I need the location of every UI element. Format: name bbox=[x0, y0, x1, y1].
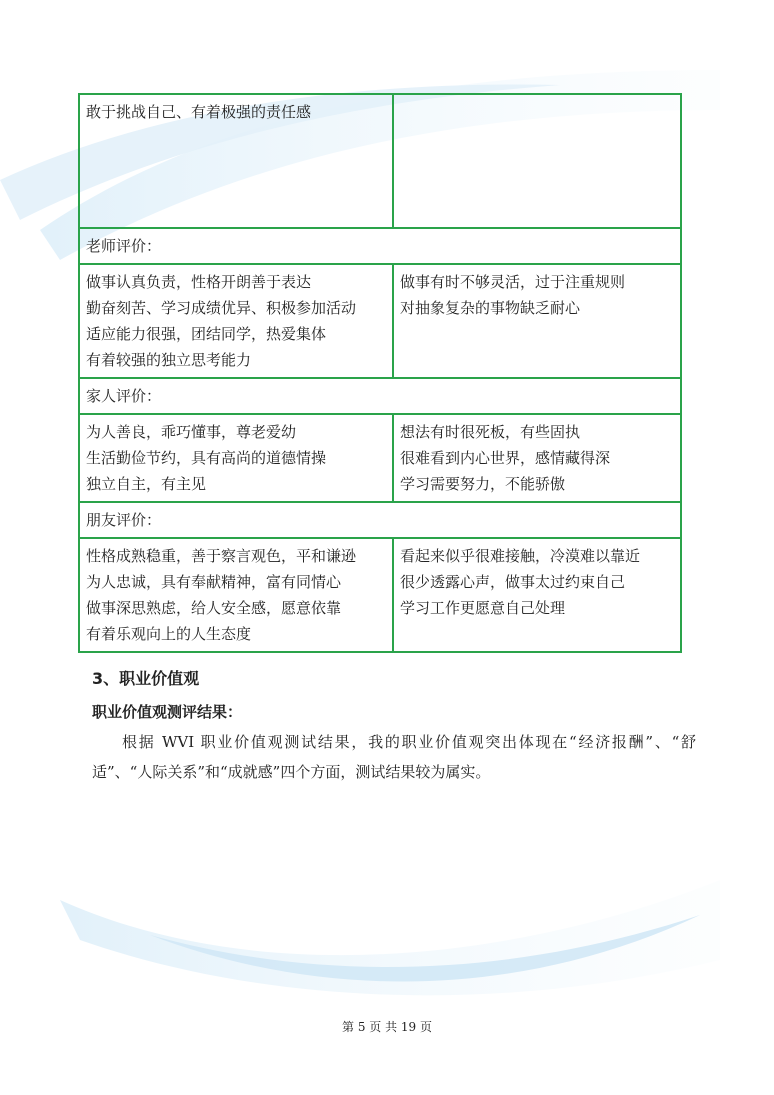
teacher-weaknesses-cell bbox=[393, 264, 681, 378]
list-item: 适应能力很强，团结同学，热爱集体 bbox=[86, 325, 327, 343]
teacher-strengths-cell bbox=[79, 264, 393, 378]
row1-right-cell bbox=[393, 94, 681, 228]
section-heading: 3、职业价值观 bbox=[92, 669, 200, 688]
family-header: 家人评价： bbox=[79, 378, 681, 414]
list-item: 为人善良，乖巧懂事，尊老爱幼 bbox=[86, 423, 297, 441]
table-row bbox=[79, 502, 681, 538]
row1-left-text: 敢于挑战自己、有着极强的责任感 bbox=[86, 103, 312, 121]
table-row bbox=[79, 414, 681, 502]
list-item: 很少透露心声，做事太过约束自己 bbox=[400, 573, 626, 591]
section-subheading: 职业价值观测评结果： bbox=[92, 703, 243, 721]
table-row bbox=[79, 228, 681, 264]
list-item: 有着较强的独立思考能力 bbox=[86, 351, 252, 369]
list-item: 学习工作更愿意自己处理 bbox=[400, 599, 566, 617]
row1-left-cell bbox=[79, 94, 393, 228]
list-item: 独立自主，有主见 bbox=[86, 475, 207, 493]
friends-strengths-cell bbox=[79, 538, 393, 652]
friends-weaknesses-cell bbox=[393, 538, 681, 652]
list-item: 很难看到内心世界，感情藏得深 bbox=[400, 449, 611, 467]
list-item: 对抽象复杂的事物缺乏耐心 bbox=[400, 299, 581, 317]
list-item: 做事有时不够灵活，过于注重规则 bbox=[400, 273, 626, 291]
list-item: 性格成熟稳重，善于察言观色，平和谦逊 bbox=[86, 547, 357, 565]
teacher-header: 老师评价： bbox=[79, 228, 681, 264]
table-row bbox=[79, 538, 681, 652]
table-row bbox=[79, 264, 681, 378]
list-item: 学习需要努力，不能骄傲 bbox=[400, 475, 566, 493]
page-footer: 第 5 页 共 19 页 bbox=[342, 1020, 432, 1034]
table-row bbox=[79, 378, 681, 414]
evaluation-table bbox=[78, 93, 682, 653]
table-row bbox=[79, 94, 681, 228]
list-item: 做事认真负责，性格开朗善于表达 bbox=[86, 273, 312, 291]
list-item: 生活勤俭节约，具有高尚的道德情操 bbox=[86, 449, 327, 467]
list-item: 有着乐观向上的人生态度 bbox=[86, 625, 252, 643]
family-strengths-cell bbox=[79, 414, 393, 502]
family-weaknesses-cell bbox=[393, 414, 681, 502]
friends-header: 朋友评价： bbox=[79, 502, 681, 538]
section-paragraph: 根据 WVI 职业价值观测试结果，我的职业价值观突出体现在“经济报酬”、“舒适”、“人际关系”和“成就感”四个方面，测试结果较为属实。 bbox=[92, 733, 696, 781]
list-item: 勤奋刻苦、学习成绩优异、积极参加活动 bbox=[86, 299, 357, 317]
list-item: 想法有时很死板，有些固执 bbox=[400, 423, 581, 441]
list-item: 看起来似乎很难接触，冷漠难以靠近 bbox=[400, 547, 641, 565]
list-item: 做事深思熟虑，给人安全感，愿意依靠 bbox=[86, 599, 342, 617]
list-item: 为人忠诚，具有奉献精神，富有同情心 bbox=[86, 573, 342, 591]
